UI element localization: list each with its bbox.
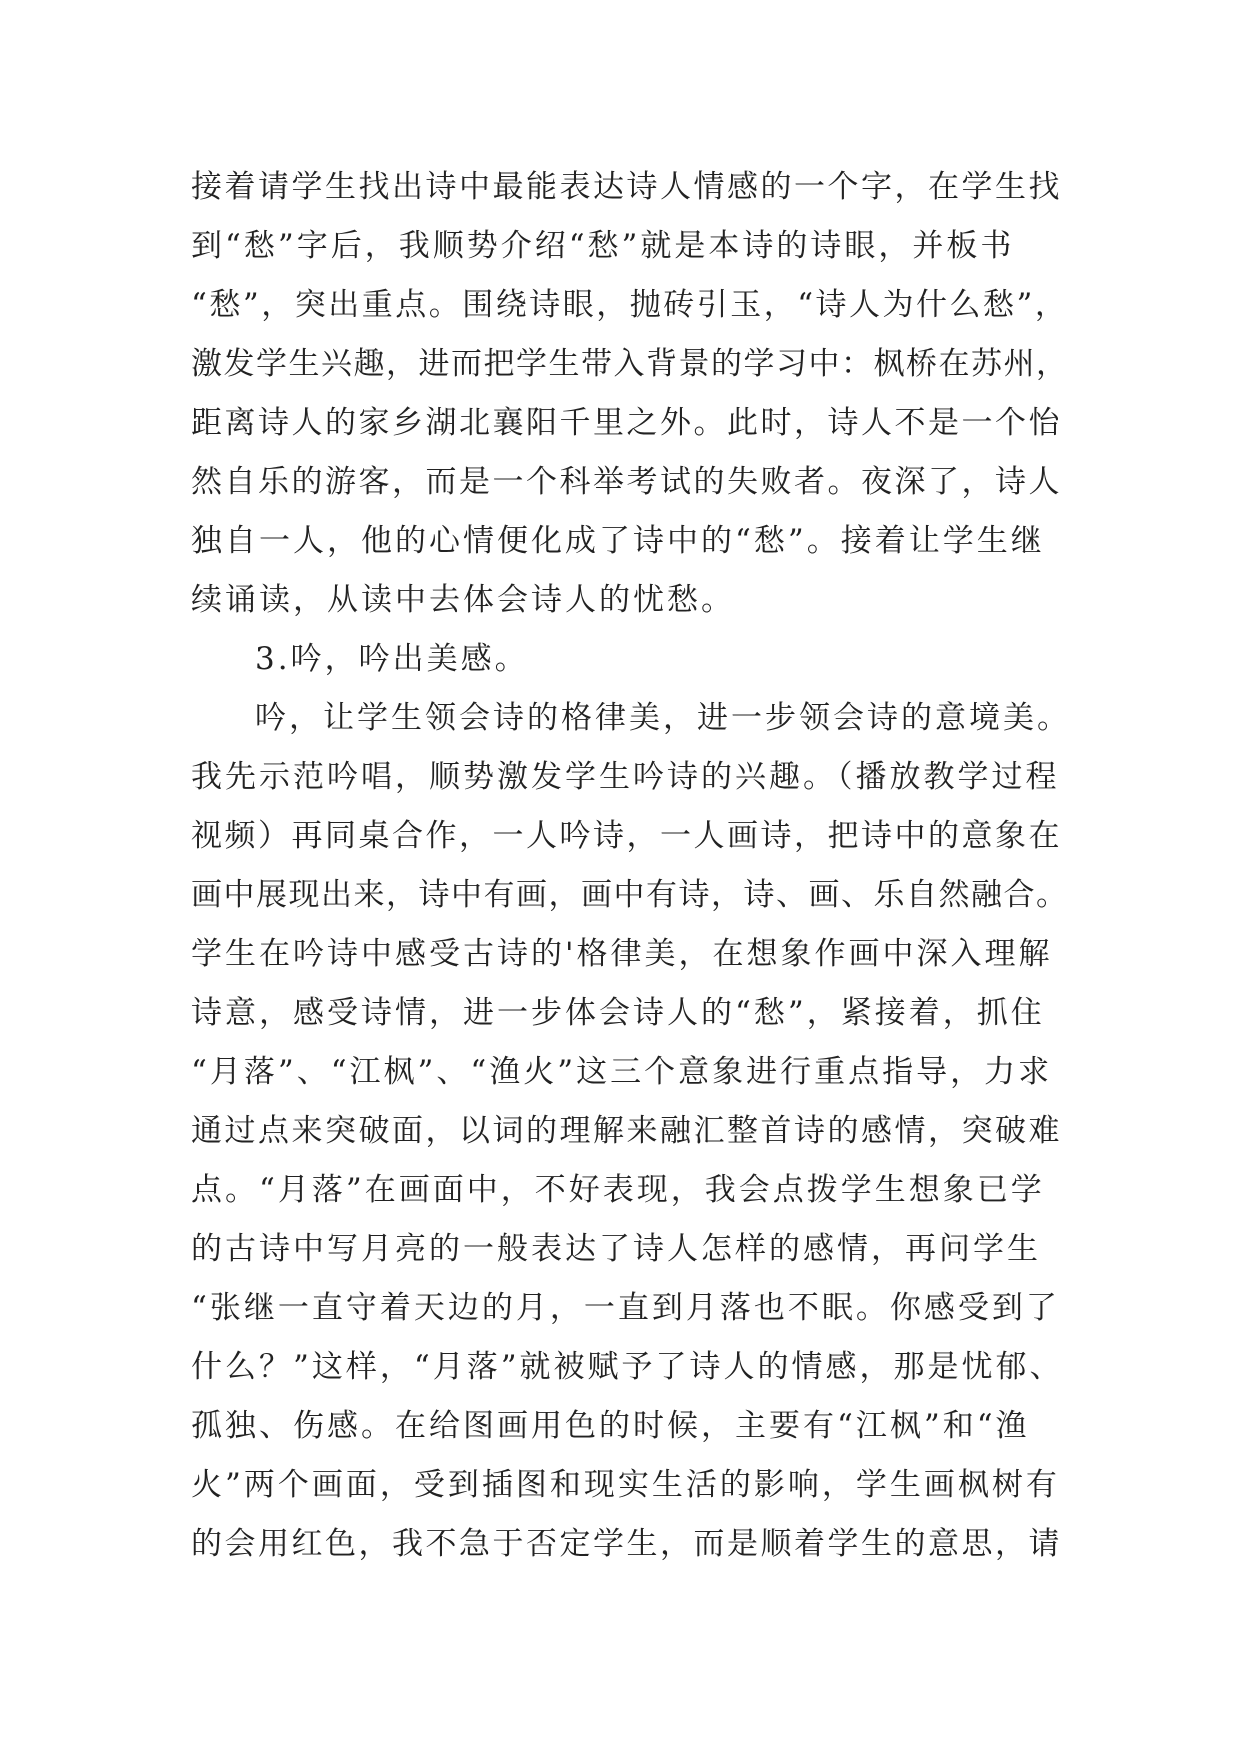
text-line: “愁”，突出重点。围绕诗眼，抛砖引玉，“诗人为什么愁”， (191, 287, 1069, 323)
text-line: 激发学生兴趣，进而把学生带入背景的学习中：枫桥在苏州， (191, 346, 1069, 382)
text-line: 视频）再同桌合作，一人吟诗，一人画诗，把诗中的意象在 (191, 818, 1062, 854)
text-line: 孤独、伤感。在给图画用色的时候，主要有“江枫”和“渔 (191, 1408, 1030, 1444)
text-line: 我先示范吟唱，顺势激发学生吟诗的兴趣。（播放教学过程 (191, 759, 1060, 795)
text-line: 独自一人，他的心情便化成了诗中的“愁”。接着让学生继 (191, 523, 1045, 559)
text-line: “张继一直守着天边的月，一直到月落也不眠。你感受到了 (191, 1290, 1060, 1326)
text-line: 什么？”这样，“月落”就被赋予了诗人的情感，那是忧郁、 (191, 1349, 1064, 1385)
text-line: 的古诗中写月亮的一般表达了诗人怎样的感情，再问学生 (191, 1231, 1041, 1267)
text-line: 学生在吟诗中感受古诗的'格律美，在想象作画中深入理解 (191, 936, 1053, 972)
text-line: 火”两个画面，受到插图和现实生活的影响，学生画枫树有 (191, 1467, 1060, 1503)
text-line: 画中展现出来，诗中有画，画中有诗，诗、画、乐自然融合。 (191, 877, 1069, 913)
text-line: 续诵读，从读中去体会诗人的忧愁。 (191, 582, 735, 618)
text-line: 诗意，感受诗情，进一步体会诗人的“愁”，紧接着，抓住 (191, 995, 1045, 1031)
text-line: 3.吟，吟出美感。 (255, 641, 529, 677)
text-line: 距离诗人的家乡湖北襄阳千里之外。此时，诗人不是一个怡 (191, 405, 1062, 441)
text-line: 的会用红色，我不急于否定学生，而是顺着学生的意思，请 (191, 1526, 1062, 1562)
text-line: “月落”、“江枫”、“渔火”这三个意象进行重点指导，力求 (191, 1054, 1053, 1090)
text-line: 通过点来突破面，以词的理解来融汇整首诗的感情，突破难 (191, 1113, 1062, 1149)
text-line: 吟，让学生领会诗的格律美，进一步领会诗的意境美。 (255, 700, 1071, 736)
text-line: 到“愁”字后，我顺势介绍“愁”就是本诗的诗眼，并板书 (191, 228, 1015, 264)
text-line: 点。“月落”在画面中，不好表现，我会点拨学生想象已学 (191, 1172, 1045, 1208)
body-text (191, 158, 1071, 1574)
text-line: 接着请学生找出诗中最能表达诗人情感的一个字，在学生找 (191, 169, 1062, 205)
text-line: 然自乐的游客，而是一个科举考试的失败者。夜深了，诗人 (191, 464, 1062, 500)
